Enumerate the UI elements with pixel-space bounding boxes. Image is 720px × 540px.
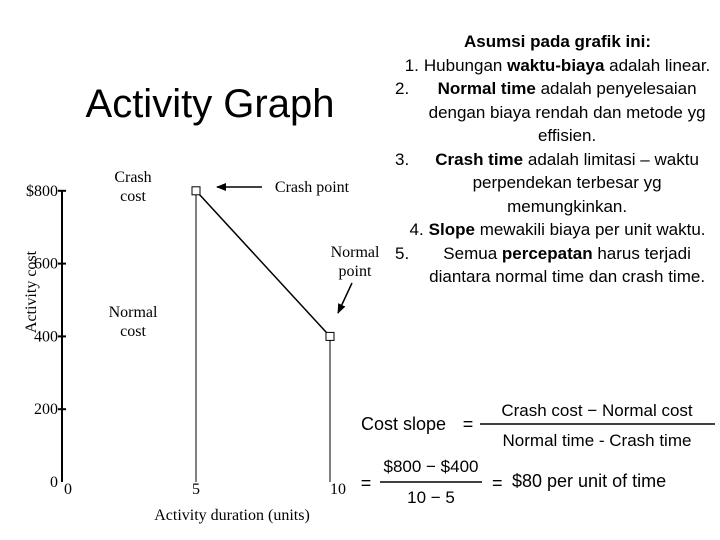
formula-denominator: Normal time - Crash time: [502, 431, 692, 450]
crash-point-marker: [192, 187, 200, 195]
assumption-keyword: percepatan: [501, 243, 593, 263]
normal-point-arrow: [338, 283, 352, 313]
crash-point-label: Crash point: [274, 179, 350, 196]
assumption-fragment: harus terjadi diantara normal time dan crash time.: [429, 243, 706, 286]
crash-cost-label: Crash cost: [114, 169, 152, 205]
y-tick-label: 200: [34, 401, 58, 419]
assumption-keyword: Normal time: [437, 79, 536, 98]
formula-numerator: Crash cost − Normal cost: [501, 401, 693, 420]
x-tick-label: 5: [192, 481, 200, 498]
assumption-fragment: mewakili biaya per unit waktu.: [474, 220, 706, 239]
assumption-keyword: Slope: [428, 220, 475, 239]
y-tick-label: 0: [50, 474, 58, 491]
assumption-number: 3.: [395, 149, 410, 169]
assumption-number: 5.: [395, 243, 410, 263]
formula-num2: $800 − $400: [383, 457, 479, 476]
formula-equals-2: =: [360, 473, 372, 493]
formula-equals: =: [462, 414, 474, 434]
x-tick-label: 0: [64, 481, 72, 498]
assumption-number: 2.: [395, 79, 410, 98]
assumption-keyword: Crash time: [435, 149, 524, 169]
y-tick-label: $800: [26, 182, 58, 200]
assumption-keyword: waktu-biaya: [507, 55, 605, 75]
slide-title: Activity Graph: [85, 82, 335, 126]
assumption-number: 4.: [409, 220, 424, 239]
y-tick-label: 600: [34, 255, 58, 273]
normal-point-label: Normal point: [330, 244, 380, 280]
assumption-fragment: Semua: [443, 243, 502, 263]
y-axis-label: Activity cost: [23, 250, 40, 334]
formula-equals-3: =: [492, 473, 503, 493]
cost-time-line: [196, 191, 330, 337]
normal-cost-label: Normal cost: [108, 304, 158, 340]
assumption-number: 1.: [404, 55, 419, 75]
assumption-fragment: Hubungan: [423, 55, 508, 75]
assumption-fragment: adalah penyelesaian dengan biaya rendah dan metode yg effisien.: [428, 79, 706, 145]
assumption-fragment: adalah limitasi – waktu perpendekan terbesar yg memungkinkan.: [472, 149, 699, 216]
y-tick-label: 400: [34, 328, 58, 346]
formula-lhs: Cost slope: [361, 414, 447, 434]
formula-result: $80 per unit of time: [512, 471, 667, 491]
x-tick-label: 10: [330, 481, 346, 498]
assumption-fragment: adalah linear.: [604, 55, 711, 75]
formula-den2: 10 − 5: [407, 488, 455, 507]
x-axis-label: Activity duration (units): [154, 507, 310, 524]
assumptions-heading: Asumsi pada grafik ini:: [463, 32, 652, 51]
normal-point-marker: [326, 332, 334, 340]
